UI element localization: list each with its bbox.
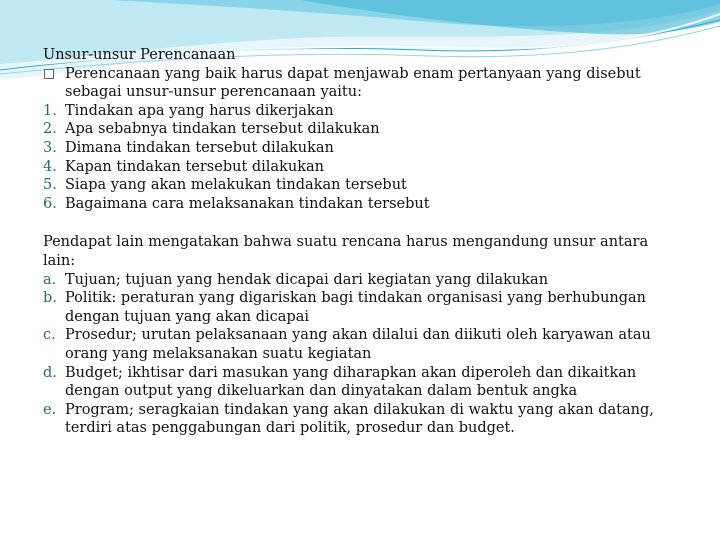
list-item-text: Budget; ikhtisar dari masukan yang diharapkan akan diperoleh dan dikaitkan dengan output yang dikeluarkan dan dinyatakan dalam bentuk angka — [65, 364, 637, 400]
list-item-text: Kapan tindakan tersebut dilakukan — [65, 158, 324, 175]
list-letter: e. — [43, 401, 57, 418]
section-title: Unsur-unsur Perencanaan — [43, 47, 236, 63]
list-item-text: Apa sebabnya tindakan tersebut dilakukan — [65, 121, 380, 138]
list-item-text: Program; seragkaian tindakan yang akan dilakukan di waktu yang akan datang, terdiri atas penggabungan dari politik, prosedur dan budget. — [65, 401, 654, 437]
list-item — [43, 158, 673, 177]
list-item — [43, 102, 673, 121]
list-item-text: Bagaimana cara melaksanakan tindakan tersebut — [65, 195, 430, 212]
list-letter: b. — [43, 290, 57, 307]
bullet-intro-text: Perencanaan yang baik harus dapat menjawab enam pertanyaan yang disebut sebagai unsur-unsur perencanaan yaitu: — [65, 65, 641, 101]
list-number: 2. — [43, 121, 57, 138]
bullet-intro — [43, 65, 673, 102]
spacer — [43, 213, 673, 233]
list-item — [43, 176, 673, 195]
list-number: 4. — [43, 158, 57, 175]
list-item — [43, 364, 673, 401]
slide-content — [43, 46, 673, 438]
section2-intro: Pendapat lain mengatakan bahwa suatu rencana harus mengandung unsur antara lain: — [43, 234, 649, 269]
list-item-text: Prosedur; urutan pelaksanaan yang akan dilalui dan diikuti oleh karyawan atau orang yang melaksanakan suatu kegiatan — [65, 327, 651, 362]
list-item — [43, 289, 673, 326]
list-item — [43, 139, 673, 158]
list-number: 1. — [43, 102, 57, 119]
list-item — [43, 401, 673, 438]
list-letter: c. — [43, 327, 56, 344]
list-item-text: Dimana tindakan tersebut dilakukan — [65, 139, 334, 156]
list-item-text: Siapa yang akan melakukan tindakan tersebut — [65, 177, 407, 194]
list-number: 3. — [43, 139, 57, 156]
list-item — [43, 195, 673, 214]
list-letter: d. — [43, 364, 57, 381]
bullet-square-icon — [44, 69, 54, 79]
list-item-text: Tindakan apa yang harus dikerjakan — [65, 102, 334, 119]
list-number: 6. — [43, 195, 57, 212]
list-letter: a. — [43, 271, 57, 288]
list-item-text: Tujuan; tujuan yang hendak dicapai dari kegiatan yang dilakukan — [65, 271, 549, 288]
list-item — [43, 326, 673, 363]
list-item-text: Politik: peraturan yang digariskan bagi tindakan organisasi yang berhubungan dengan tujuan yang akan dicapai — [65, 290, 647, 325]
list-item — [43, 271, 673, 290]
numbered-list — [43, 102, 673, 214]
list-number: 5. — [43, 177, 57, 194]
lettered-list — [43, 271, 673, 438]
list-item — [43, 120, 673, 139]
